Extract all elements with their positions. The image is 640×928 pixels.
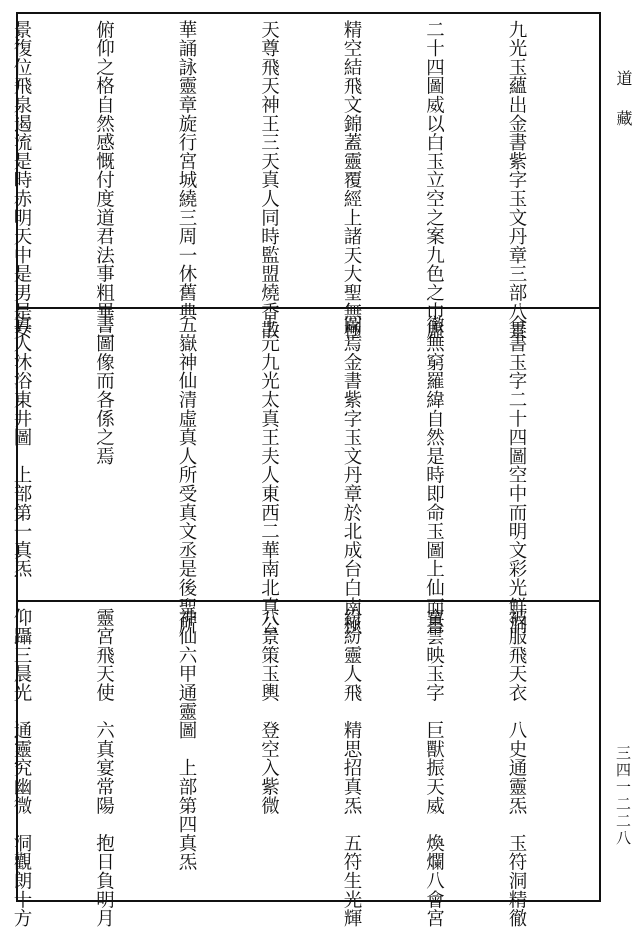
text-column: 被服飛天衣 八史通靈炁 玉符洞精徹 [506, 608, 527, 928]
margin-label-daozang: 道藏 [614, 70, 633, 150]
text-column: 天尊飛天神王三天真人同時監盟燒香散 [258, 20, 280, 340]
text-column: 神仙六甲通靈圖 上部第四真炁 [176, 608, 197, 872]
text-column: 五嶽神仙清虛真人所受真文丞是後聖所 [176, 315, 197, 635]
text-column: 圖焉金書紫字玉文丹章於北成台白南極 [341, 315, 362, 635]
text-column: 真人沐浴東井圖 上部第一真炁 [11, 315, 32, 579]
page-frame [11, 12, 601, 928]
text-column: 華誦詠靈章旋行宮城繞三周一休舊典 [176, 20, 197, 321]
text-column: 紛紛靈人飛 精思招真炁 五符生光輝 [341, 608, 362, 928]
text-column: 八景策玉輿 登空入紫微 [258, 608, 280, 815]
column-block [11, 608, 585, 928]
text-column: 九光玉蘊出金書紫字玉文丹章三部八景 [506, 20, 527, 340]
column-block [11, 20, 585, 340]
text-column: 仰躡三晨光 通靈究幽微 洞觀朗十方 [11, 608, 32, 928]
text-panel-bottom [11, 600, 599, 928]
text-column: 靈宮飛天使 六真宴常陽 抱日負明月 [93, 608, 115, 928]
text-panel-middle [11, 307, 599, 635]
text-column: 俯仰之格自然感慨付度道君法事粗畢三 [93, 20, 115, 340]
margin-page-number: 三四一二二八 [614, 745, 632, 847]
text-column: 金書玉字二十四圖空中而明文彩光鮮洞 [506, 315, 527, 635]
text-column: 徹無窮羅緯自然是時即命玉圖上仙而書 [423, 315, 445, 635]
text-column: 景復位飛泉遏流是時赤明天中是男是女 [11, 20, 32, 340]
text-column: 二十四圖威以白玉立空之案九色之巾虛 [423, 20, 445, 340]
text-column: 上元九光太真王夫人東西二華南北真公 [258, 315, 280, 635]
text-column: 精空結飛文錦蓋靈覆經上諸天大聖無極 [341, 20, 362, 340]
text-column: 寶雲映玉字 巨獸振天威 煥爛八會宮 [423, 608, 445, 928]
text-panel-top [11, 14, 599, 340]
column-block [11, 315, 585, 635]
text-column: 書圖像而各係之焉 [93, 315, 115, 466]
